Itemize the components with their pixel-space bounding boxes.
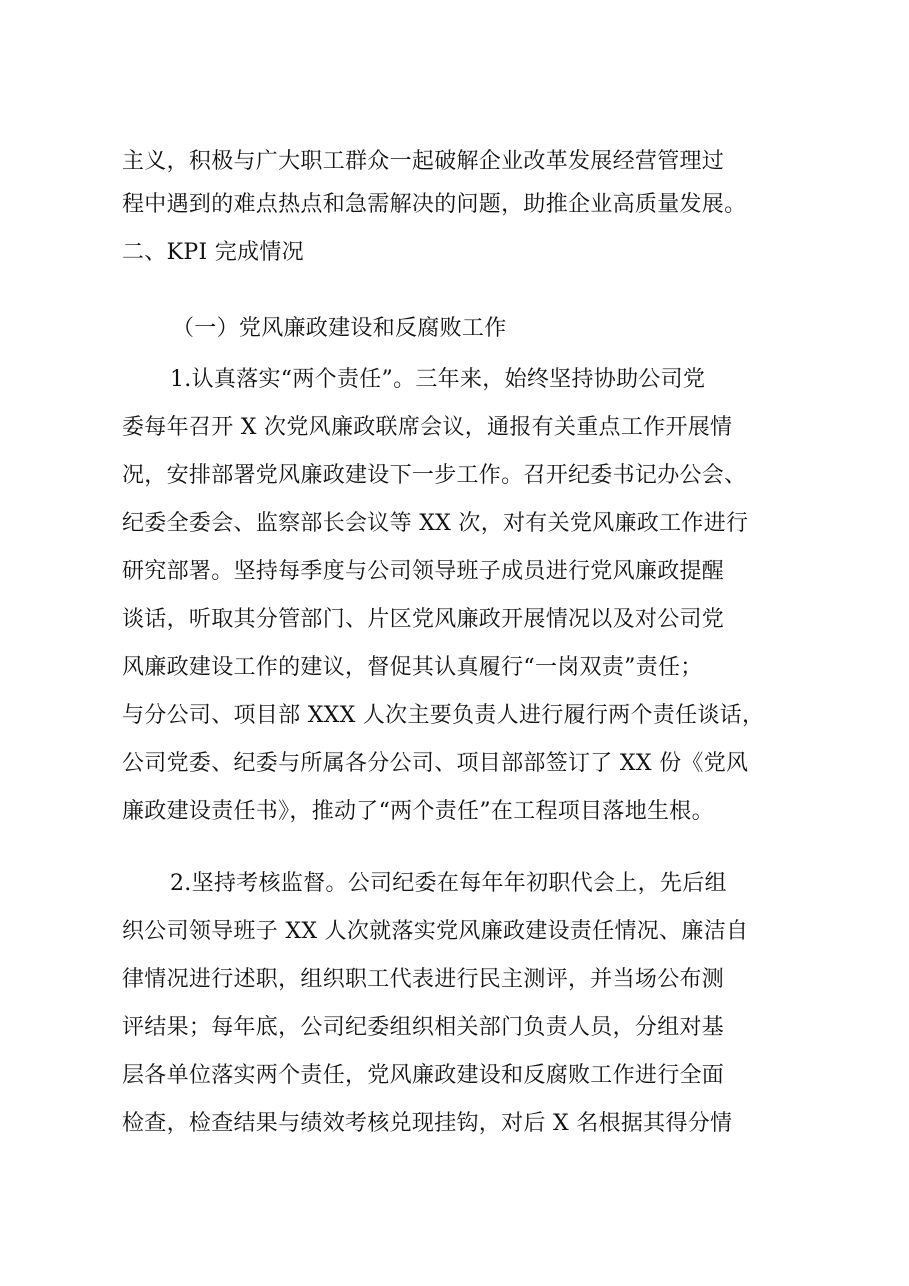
body-text-line: 主义，积极与广大职工群众一起破解企业改革发展经营管理过 (122, 149, 725, 174)
body-text-line: 织公司领导班子 XX 人次就落实党风廉政建设责任情况、廉洁自 (122, 919, 749, 944)
body-text-line: 检查，检查结果与绩效考核兑现挂钩，对后 X 名根据其得分情 (122, 1111, 733, 1136)
body-text-line: 风廉政建设工作的建议，督促其认真履行“一岗双责”责任； (122, 655, 703, 680)
subsection-heading: （一）党风廉政建设和反腐败工作 (172, 316, 507, 341)
body-text-line: 1.认真落实“两个责任”。三年来，始终坚持协助公司党 (170, 367, 706, 392)
body-text-line: 况，安排部署党风廉政建设下一步工作。召开纪委书记办公会、 (122, 463, 747, 488)
body-text-line: 层各单位落实两个责任，党风廉政建设和反腐败工作进行全面 (122, 1063, 725, 1088)
body-text-line: 廉政建设责任书》，推动了“两个责任”在工程项目落地生根。 (122, 799, 714, 824)
body-text-line: 公司党委、纪委与所属各分公司、项目部部签订了 XX 份《党风 (122, 751, 749, 776)
body-text-line: 与分公司、项目部 XXX 人次主要负责人进行履行两个责任谈话， (122, 703, 765, 728)
body-text-line: 评结果；每年底，公司纪委组织相关部门负责人员，分组对基 (122, 1015, 725, 1040)
body-text-line: 律情况进行述职，组织职工代表进行民主测评，并当场公布测 (122, 967, 725, 992)
section-heading: 二、KPI 完成情况 (122, 240, 304, 265)
body-text-line: 纪委全委会、监察部长会议等 XX 次，对有关党风廉政工作进行 (122, 511, 749, 536)
body-text-line: 2.坚持考核监督。公司纪委在每年年初职代会上，先后组 (170, 871, 727, 896)
body-text-line: 谈话，听取其分管部门、片区党风廉政开展情况以及对公司党 (122, 607, 725, 632)
body-text-line: 程中遇到的难点热点和急需解决的问题，助推企业高质量发展。 (122, 192, 747, 217)
body-text-line: 委每年召开 X 次党风廉政联席会议，通报有关重点工作开展情 (122, 415, 733, 440)
body-text-line: 研究部署。坚持每季度与公司领导班子成员进行党风廉政提醒 (122, 559, 725, 584)
